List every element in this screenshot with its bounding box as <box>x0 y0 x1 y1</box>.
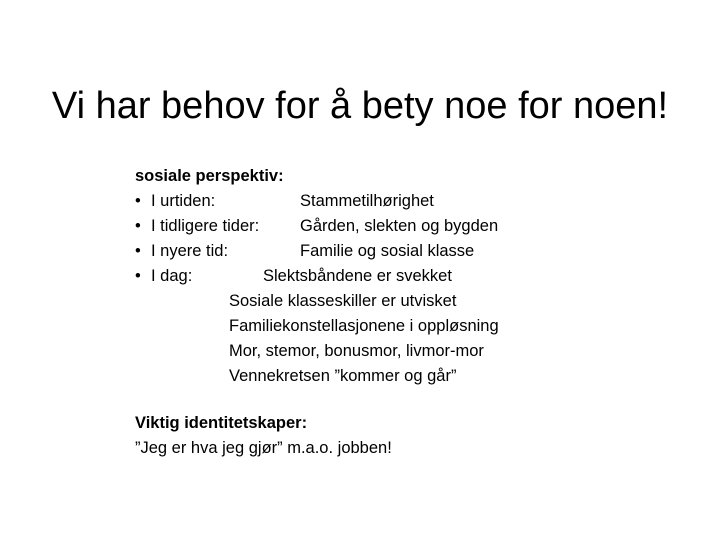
slide-title: Vi har behov for å bety noe for noen! <box>51 85 669 127</box>
period-label: I urtiden: <box>151 192 216 210</box>
period-description: Gården, slekten og bygden <box>300 217 499 235</box>
bullet-icon: • <box>135 217 141 235</box>
slide-body <box>135 164 695 461</box>
bullet-icon: • <box>135 242 141 260</box>
period-description: Stammetilhørighet <box>300 192 434 210</box>
section-heading: sosiale perspektiv: <box>135 167 284 185</box>
period-description: Slektsbåndene er svekket <box>263 267 452 285</box>
identity-heading: Viktig identitetskaper: <box>135 414 308 432</box>
today-continued-line: Sosiale klasseskiller er utvisket <box>229 292 457 310</box>
spacer <box>135 389 695 411</box>
period-description: Familie og sosial klasse <box>300 242 475 260</box>
bullet-icon: • <box>135 192 141 210</box>
bullet-icon: • <box>135 267 141 285</box>
list-item <box>135 264 695 289</box>
today-continued-line: Familiekonstellasjonene i oppløsning <box>229 317 499 335</box>
list-item <box>135 214 695 239</box>
today-continued-line: Vennekretsen ”kommer og går” <box>229 367 457 385</box>
period-label: I tidligere tider: <box>151 217 260 235</box>
list-item <box>135 239 695 264</box>
today-continued-line: Mor, stemor, bonusmor, livmor-mor <box>229 342 484 360</box>
period-label: I nyere tid: <box>151 242 229 260</box>
list-item <box>135 189 695 214</box>
identity-text: ”Jeg er hva jeg gjør” m.a.o. jobben! <box>135 439 392 457</box>
period-label: I dag: <box>151 267 193 285</box>
